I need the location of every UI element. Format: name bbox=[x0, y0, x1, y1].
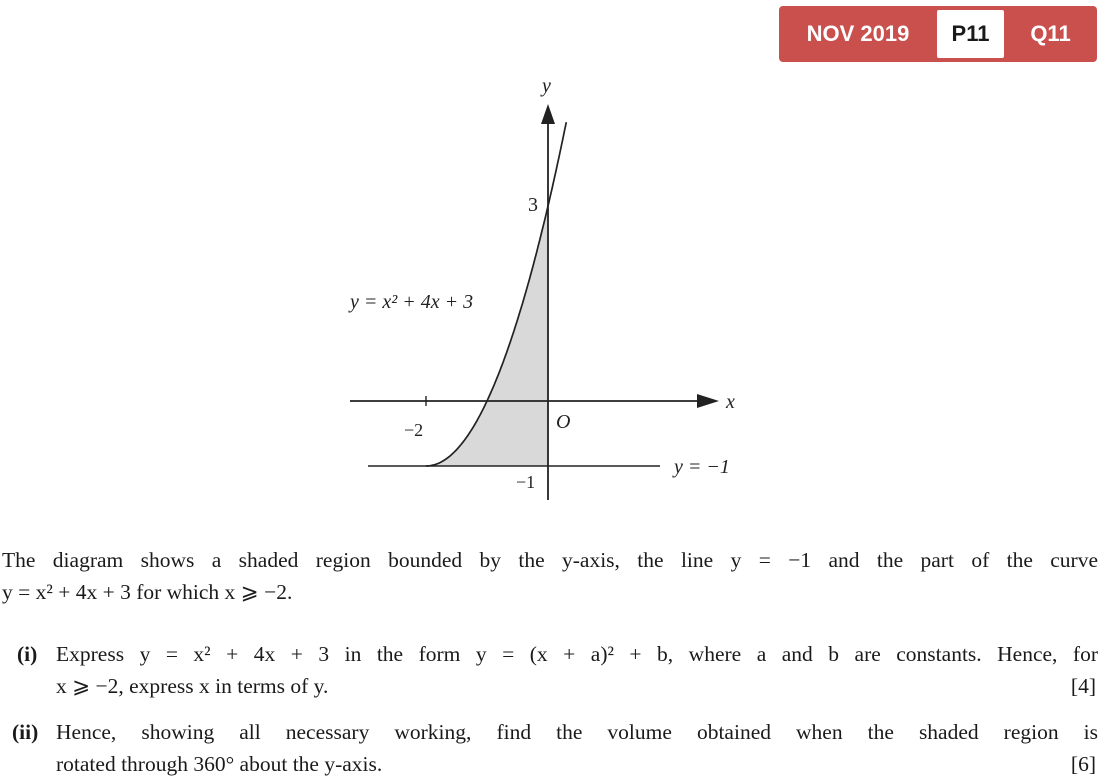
y-axis-arrow-icon bbox=[541, 104, 555, 124]
question-intro-line-2: y = x² + 4x + 3 for which x ⩾ −2. bbox=[2, 580, 293, 604]
part-text-line-1: Hence, showing all necessary working, find the volume obtained when the shaded region is bbox=[56, 720, 1098, 744]
paper-number-label: P11 bbox=[937, 10, 1004, 58]
line-label: y = −1 bbox=[674, 456, 730, 478]
curve-label: y = x² + 4x + 3 bbox=[350, 291, 474, 313]
y-axis-label: y bbox=[542, 75, 551, 97]
shaded-region bbox=[426, 206, 548, 466]
x-tick-label: −2 bbox=[404, 420, 424, 440]
question-intro-line-1: The diagram shows a shaded region bounded by the y-axis, the line y = −1 and the part of the curve bbox=[2, 548, 1098, 572]
part-number: (i) bbox=[17, 642, 38, 666]
y-tick-label: −1 bbox=[516, 472, 536, 492]
exam-session-label: NOV 2019 bbox=[806, 21, 910, 46]
part-marks: [6] bbox=[1070, 752, 1096, 776]
question-number-label: Q11 bbox=[1030, 21, 1071, 46]
origin-label: O bbox=[556, 411, 571, 433]
part-marks: [4] bbox=[1070, 674, 1096, 698]
part-text-line-2: rotated through 360° about the y-axis. bbox=[56, 752, 383, 776]
part-text-line-1: Express y = x² + 4x + 3 in the form y = (x + a)² + b, where a and b are constants. Hence, for bbox=[56, 642, 1098, 666]
part-number: (ii) bbox=[12, 720, 39, 744]
x-axis-label: x bbox=[726, 391, 735, 413]
y-intercept-label: 3 bbox=[528, 194, 538, 216]
x-axis-arrow-icon bbox=[697, 394, 719, 408]
part-text-line-2: x ⩾ −2, express x in terms of y. bbox=[56, 674, 329, 698]
